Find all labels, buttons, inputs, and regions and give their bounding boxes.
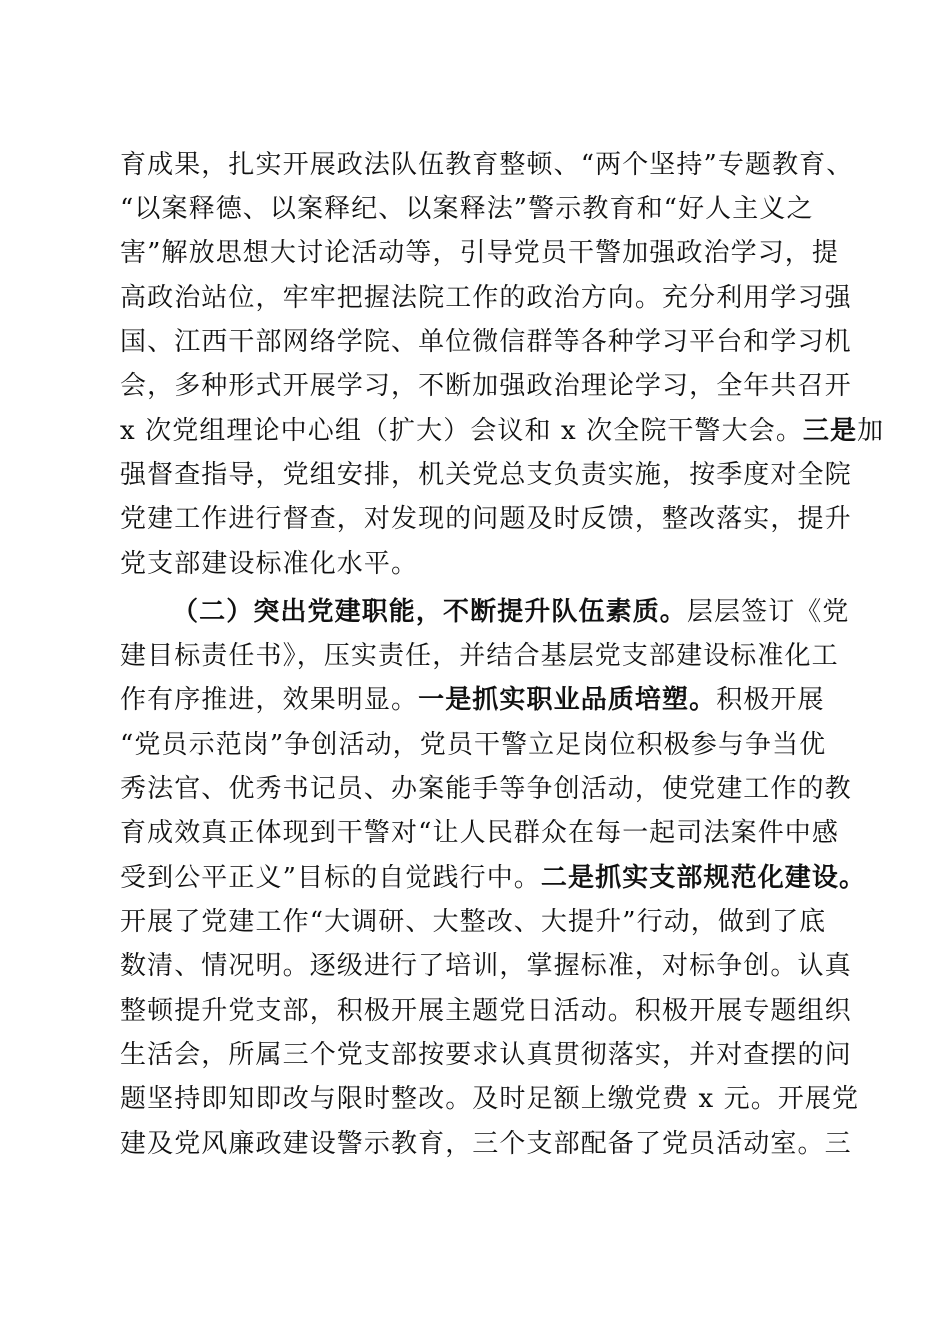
text-line: “党员示范岗”争创活动，党员干警立足岗位积极参与争当优 — [120, 730, 827, 760]
text-line: x 次党组理论中心组（扩大）会议和 x 次全院干警大会。三是加 — [120, 416, 885, 446]
emphasis-text: 一是抓实职业品质培塑。 — [418, 685, 717, 715]
section-heading-line: （二）突出党建职能，不断提升队伍素质。层层签订《党 — [172, 597, 850, 627]
text-line: 秀法官、优秀书记员、办案能手等争创活动，使党建工作的教 — [120, 774, 852, 804]
text-line: 建目标责任书》，压实责任，并结合基层党支部建设标准化工 — [120, 641, 839, 671]
emphasis-text: 三是 — [802, 416, 858, 446]
text-line: 高政治站位，牢牢把握法院工作的政治方向。充分利用学习强 — [120, 283, 852, 313]
text-line: 题坚持即知即改与限时整改。及时足额上缴党费 x 元。开展党 — [120, 1084, 860, 1114]
text-line: 党建工作进行督查，对发现的问题及时反馈，整改落实，提升 — [120, 504, 852, 534]
text-line: 会，多种形式开展学习，不断加强政治理论学习，全年共召开 — [120, 371, 852, 401]
text-line: 党支部建设标准化水平。 — [120, 549, 419, 579]
text-line: 强督查指导，党组安排，机关党总支负责实施，按季度对全院 — [120, 460, 852, 490]
text-line: 国、江西干部网络学院、单位微信群等各种学习平台和学习机 — [120, 327, 852, 357]
text-line: 作有序推进，效果明显。一是抓实职业品质培塑。积极开展 — [120, 685, 825, 715]
text-line: 开展了党建工作“大调研、大整改、大提升”行动，做到了底 — [120, 907, 827, 937]
text-line: 受到公平正义”目标的自觉践行中。二是抓实支部规范化建设。 — [120, 863, 867, 893]
text-line: 育成效真正体现到干警对“让人民群众在每一起司法案件中感 — [120, 818, 839, 848]
text-line: 生活会，所属三个党支部按要求认真贯彻落实，并对查摆的问 — [120, 1040, 852, 1070]
emphasis-text: 二是抓实支部规范化建设。 — [540, 863, 867, 893]
text-line: 建及党风廉政建设警示教育，三个支部配备了党员活动室。三 — [120, 1129, 852, 1159]
text-line: 整顿提升党支部，积极开展主题党日活动。积极开展专题组织 — [120, 996, 852, 1026]
text-line: “以案释德、以案释纪、以案释法”警示教育和“好人主义之 — [120, 194, 814, 224]
text-line: 育成果，扎实开展政法队伍教育整顿、“两个坚持”专题教育、 — [120, 150, 854, 180]
section-heading: （二）突出党建职能，不断提升队伍素质。 — [172, 597, 687, 627]
text-line: 害”解放思想大讨论活动等，引导党员干警加强政治学习，提 — [120, 238, 839, 268]
text-line: 数清、情况明。逐级进行了培训，掌握标准，对标争创。认真 — [120, 951, 852, 981]
